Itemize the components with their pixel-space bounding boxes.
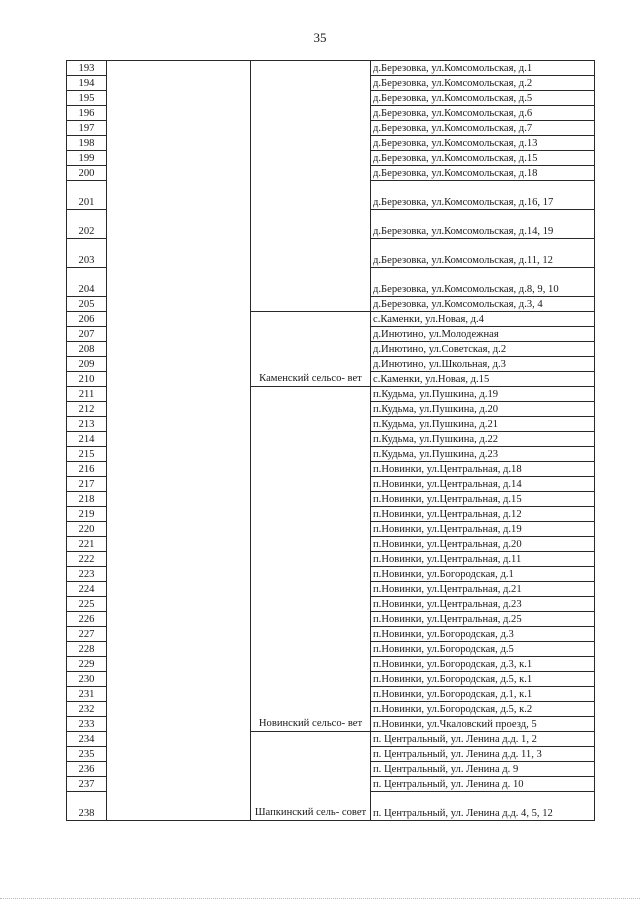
address-cell: п.Новинки, ул.Богородская, д.1, к.1 [371,687,595,702]
row-number: 206 [67,312,107,327]
row-number: 203 [67,239,107,268]
council-cell-shapkinsky: Шапкинский сель- совет [251,732,371,821]
address-cell: п.Кудьма, ул.Пушкина, д.21 [371,417,595,432]
row-number: 228 [67,642,107,657]
row-number: 208 [67,342,107,357]
address-cell: п.Новинки, ул.Центральная, д.25 [371,612,595,627]
address-cell: д.Инютино, ул.Советская, д.2 [371,342,595,357]
row-number: 222 [67,552,107,567]
row-number: 195 [67,91,107,106]
address-cell: п.Новинки, ул.Центральная, д.18 [371,462,595,477]
address-cell: п. Центральный, ул. Ленина д.д. 4, 5, 12 [371,792,595,821]
address-cell: д.Березовка, ул.Комсомольская, д.1 [371,61,595,76]
address-cell: д.Инютино, ул.Молодежная [371,327,595,342]
address-cell: д.Березовка, ул.Комсомольская, д.13 [371,136,595,151]
address-cell: п.Кудьма, ул.Пушкина, д.23 [371,447,595,462]
address-table [66,60,595,821]
row-number: 211 [67,387,107,402]
row-number: 233 [67,717,107,732]
row-number: 212 [67,402,107,417]
row-number: 230 [67,672,107,687]
address-cell: с.Каменки, ул.Новая, д.4 [371,312,595,327]
address-cell: п.Новинки, ул.Центральная, д.20 [371,537,595,552]
row-number: 235 [67,747,107,762]
row-number: 204 [67,268,107,297]
address-cell: д.Березовка, ул.Комсомольская, д.11, 12 [371,239,595,268]
address-cell: д.Березовка, ул.Комсомольская, д.3, 4 [371,297,595,312]
row-number: 231 [67,687,107,702]
address-cell: п.Новинки, ул.Центральная, д.11 [371,552,595,567]
address-cell: п.Новинки, ул.Центральная, д.21 [371,582,595,597]
address-cell: д.Березовка, ул.Комсомольская, д.8, 9, 10 [371,268,595,297]
row-number: 213 [67,417,107,432]
address-cell: д.Инютино, ул.Школьная, д.3 [371,357,595,372]
row-number: 219 [67,507,107,522]
row-number: 226 [67,612,107,627]
row-number: 215 [67,447,107,462]
row-number: 200 [67,166,107,181]
row-number: 238 [67,792,107,821]
address-cell: п.Новинки, ул.Богородская, д.1 [371,567,595,582]
table-row [67,61,595,76]
address-cell: п.Новинки, ул.Богородская, д.5, к.1 [371,672,595,687]
row-number: 227 [67,627,107,642]
row-number: 225 [67,597,107,612]
row-number: 207 [67,327,107,342]
row-number: 193 [67,61,107,76]
address-cell: д.Березовка, ул.Комсомольская, д.16, 17 [371,181,595,210]
row-number: 229 [67,657,107,672]
row-number: 217 [67,477,107,492]
address-cell: д.Березовка, ул.Комсомольская, д.5 [371,91,595,106]
row-number: 216 [67,462,107,477]
address-cell: п. Центральный, ул. Ленина д.д. 11, 3 [371,747,595,762]
address-cell: п. Центральный, ул. Ленина д.д. 1, 2 [371,732,595,747]
address-cell: п.Новинки, ул.Центральная, д.19 [371,522,595,537]
address-cell: п. Центральный, ул. Ленина д. 10 [371,777,595,792]
row-number: 197 [67,121,107,136]
address-cell: п.Новинки, ул.Чкаловский проезд, 5 [371,717,595,732]
row-number: 232 [67,702,107,717]
council-cell-novinsky: Новинский сельсо- вет [251,387,371,732]
address-cell: п.Новинки, ул.Богородская, д.3, к.1 [371,657,595,672]
row-number: 220 [67,522,107,537]
row-number: 209 [67,357,107,372]
address-cell: п.Новинки, ул.Богородская, д.5 [371,642,595,657]
row-number: 221 [67,537,107,552]
address-cell: п.Новинки, ул.Центральная, д.15 [371,492,595,507]
address-cell: д.Березовка, ул.Комсомольская, д.2 [371,76,595,91]
row-number: 196 [67,106,107,121]
page-number: 35 [313,30,327,45]
address-cell: п.Кудьма, ул.Пушкина, д.19 [371,387,595,402]
address-cell: п.Кудьма, ул.Пушкина, д.22 [371,432,595,447]
address-cell: п.Новинки, ул.Богородская, д.3 [371,627,595,642]
address-cell: д.Березовка, ул.Комсомольская, д.14, 19 [371,210,595,239]
row-number: 218 [67,492,107,507]
row-number: 202 [67,210,107,239]
address-cell: д.Березовка, ул.Комсомольская, д.15 [371,151,595,166]
row-number: 224 [67,582,107,597]
address-cell: д.Березовка, ул.Комсомольская, д.18 [371,166,595,181]
address-cell: д.Березовка, ул.Комсомольская, д.7 [371,121,595,136]
row-number: 237 [67,777,107,792]
address-cell: п.Новинки, ул.Центральная, д.23 [371,597,595,612]
row-number: 210 [67,372,107,387]
page-edge-line [0,898,640,899]
row-number: 214 [67,432,107,447]
address-cell: п.Новинки, ул.Центральная, д.12 [371,507,595,522]
address-cell: п.Кудьма, ул.Пушкина, д.20 [371,402,595,417]
address-cell: п. Центральный, ул. Ленина д. 9 [371,762,595,777]
address-cell: с.Каменки, ул.Новая, д.15 [371,372,595,387]
council-cell-first [251,61,371,312]
district-cell [107,61,251,821]
row-number: 205 [67,297,107,312]
row-number: 201 [67,181,107,210]
address-cell: п.Новинки, ул.Центральная, д.14 [371,477,595,492]
row-number: 198 [67,136,107,151]
row-number: 199 [67,151,107,166]
address-cell: д.Березовка, ул.Комсомольская, д.6 [371,106,595,121]
row-number: 236 [67,762,107,777]
row-number: 234 [67,732,107,747]
address-cell: п.Новинки, ул.Богородская, д.5, к.2 [371,702,595,717]
row-number: 194 [67,76,107,91]
council-cell-kamensky: Каменский сельсо- вет [251,312,371,387]
row-number: 223 [67,567,107,582]
